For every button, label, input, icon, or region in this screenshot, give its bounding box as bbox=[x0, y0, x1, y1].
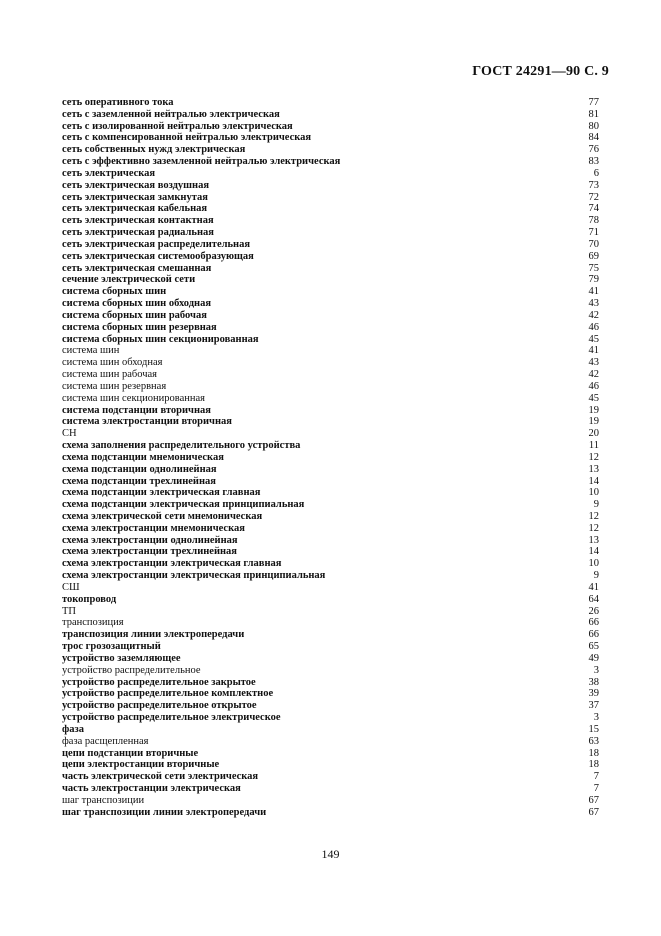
index-entry bbox=[62, 582, 599, 594]
index-page-ref: 10 bbox=[588, 487, 599, 499]
index-page-ref: 78 bbox=[588, 215, 599, 227]
index-page-ref: 84 bbox=[588, 132, 599, 144]
index-entry bbox=[62, 381, 599, 393]
index-entry bbox=[62, 215, 599, 227]
index-page-ref: 67 bbox=[588, 806, 599, 818]
index-term: схема электростанции трехлинейная bbox=[62, 546, 237, 558]
index-entry bbox=[62, 677, 599, 689]
index-entry bbox=[62, 487, 599, 499]
index-entry bbox=[62, 807, 599, 819]
index-term: схема заполнения распределительного устройства bbox=[62, 440, 301, 452]
index-term: система шин секционированная bbox=[62, 392, 205, 404]
index-entry bbox=[62, 192, 599, 204]
index-entry bbox=[62, 617, 599, 629]
index-entry bbox=[62, 121, 599, 133]
index-page-ref: 66 bbox=[588, 617, 599, 629]
index-entry bbox=[62, 428, 599, 440]
index-page-ref: 83 bbox=[588, 156, 599, 168]
index-term: схема электростанции электрическая принципиальная bbox=[62, 570, 326, 582]
index-entry bbox=[62, 286, 599, 298]
index-entry bbox=[62, 345, 599, 357]
index-page-ref: 12 bbox=[588, 510, 599, 522]
index-term: схема электрической сети мнемоническая bbox=[62, 510, 263, 522]
index-term: часть электростанции электрическая bbox=[62, 783, 241, 795]
index-entry bbox=[62, 795, 599, 807]
index-term: сеть электрическая системообразующая bbox=[62, 250, 254, 262]
index-term: токопровод bbox=[62, 593, 117, 605]
index-term: сеть электрическая замкнутая bbox=[62, 191, 208, 203]
index-entry bbox=[62, 357, 599, 369]
index-page-ref: 70 bbox=[588, 238, 599, 250]
term-index-list bbox=[62, 97, 599, 819]
index-term: схема электростанции электрическая главная bbox=[62, 558, 282, 570]
index-entry bbox=[62, 476, 599, 488]
index-page-ref: 13 bbox=[588, 463, 599, 475]
index-page-ref: 64 bbox=[588, 593, 599, 605]
index-term: шаг транспозиции bbox=[62, 794, 145, 806]
index-entry bbox=[62, 464, 599, 476]
index-page-ref: 74 bbox=[588, 203, 599, 215]
index-page-ref: 9 bbox=[593, 499, 599, 511]
index-entry bbox=[62, 629, 599, 641]
index-term: система шин обходная bbox=[62, 357, 163, 369]
index-page-ref: 43 bbox=[588, 298, 599, 310]
index-entry bbox=[62, 523, 599, 535]
index-entry bbox=[62, 688, 599, 700]
index-term: система подстанции вторичная bbox=[62, 404, 211, 416]
index-term: система сборных шин обходная bbox=[62, 298, 212, 310]
index-term: схема подстанции мнемоническая bbox=[62, 451, 224, 463]
index-page-ref: 19 bbox=[588, 404, 599, 416]
index-term: сеть электрическая радиальная bbox=[62, 227, 214, 239]
index-page-ref: 10 bbox=[588, 558, 599, 570]
index-entry bbox=[62, 558, 599, 570]
index-term: устройство распределительное комплектное bbox=[62, 688, 274, 700]
index-page-ref: 46 bbox=[588, 321, 599, 333]
index-term: транспозиция bbox=[62, 617, 124, 629]
index-entry bbox=[62, 334, 599, 346]
index-entry bbox=[62, 274, 599, 286]
index-term: шаг транспозиции линии электропередачи bbox=[62, 806, 267, 818]
index-term: система шин bbox=[62, 345, 120, 357]
index-page-ref: 76 bbox=[588, 144, 599, 156]
index-term: система сборных шин резервная bbox=[62, 321, 217, 333]
index-page-ref: 12 bbox=[588, 451, 599, 463]
index-page-ref: 20 bbox=[588, 428, 599, 440]
index-page-ref: 79 bbox=[588, 274, 599, 286]
index-term: сечение электрической сети bbox=[62, 274, 196, 286]
index-page-ref: 11 bbox=[588, 440, 599, 452]
index-entry bbox=[62, 440, 599, 452]
index-entry bbox=[62, 310, 599, 322]
index-page-ref: 45 bbox=[588, 333, 599, 345]
page-number: 149 bbox=[321, 847, 340, 861]
index-entry bbox=[62, 594, 599, 606]
index-term: устройство распределительное электрическое bbox=[62, 712, 281, 724]
index-entry bbox=[62, 168, 599, 180]
index-term: сеть электрическая распределительная bbox=[62, 238, 251, 250]
index-term: сеть с заземленной нейтралью электрическая bbox=[62, 108, 280, 120]
index-term: устройство распределительное открытое bbox=[62, 700, 257, 712]
index-page-ref: 42 bbox=[588, 369, 599, 381]
index-entry bbox=[62, 144, 599, 156]
index-page-ref: 9 bbox=[593, 570, 599, 582]
index-term: сеть оперативного тока bbox=[62, 97, 174, 108]
index-term: система шин резервная bbox=[62, 380, 167, 392]
index-entry bbox=[62, 511, 599, 523]
index-entry bbox=[62, 227, 599, 239]
index-entry bbox=[62, 736, 599, 748]
index-entry bbox=[62, 180, 599, 192]
index-term: цепи подстанции вторичные bbox=[62, 747, 199, 759]
index-page-ref: 77 bbox=[588, 97, 599, 108]
index-term: СШ bbox=[62, 581, 80, 593]
index-term: фаза bbox=[62, 723, 84, 735]
index-term: сеть с компенсированной нейтралью электрическая bbox=[62, 132, 312, 144]
index-page-ref: 38 bbox=[588, 676, 599, 688]
index-term: система электростанции вторичная bbox=[62, 416, 232, 428]
index-entry bbox=[62, 499, 599, 511]
index-term: трос грозозащитный bbox=[62, 641, 161, 653]
index-entry bbox=[62, 712, 599, 724]
index-page-ref: 12 bbox=[588, 522, 599, 534]
index-page-ref: 73 bbox=[588, 179, 599, 191]
index-entry bbox=[62, 239, 599, 251]
index-page-ref: 18 bbox=[588, 747, 599, 759]
index-term: схема подстанции трехлинейная bbox=[62, 475, 216, 487]
index-term: ТП bbox=[62, 605, 76, 617]
index-entry bbox=[62, 263, 599, 275]
index-entry bbox=[62, 322, 599, 334]
index-entry bbox=[62, 156, 599, 168]
index-page-ref: 67 bbox=[588, 794, 599, 806]
index-page-ref: 26 bbox=[588, 605, 599, 617]
index-page-ref: 66 bbox=[588, 629, 599, 641]
index-entry bbox=[62, 393, 599, 405]
index-term: цепи электростанции вторичные bbox=[62, 759, 220, 771]
index-term: система сборных шин секционированная bbox=[62, 333, 259, 345]
index-term: схема электростанции мнемоническая bbox=[62, 522, 245, 534]
index-page-ref: 42 bbox=[588, 309, 599, 321]
index-entry bbox=[62, 570, 599, 582]
index-page-ref: 37 bbox=[588, 700, 599, 712]
index-page-ref: 80 bbox=[588, 120, 599, 132]
index-term: сеть электрическая смешанная bbox=[62, 262, 212, 274]
index-term: транспозиция линии электропередачи bbox=[62, 629, 245, 641]
index-page-ref: 72 bbox=[588, 191, 599, 203]
index-page-ref: 46 bbox=[588, 380, 599, 392]
index-entry bbox=[62, 653, 599, 665]
index-page-ref: 65 bbox=[588, 641, 599, 653]
index-page-ref: 14 bbox=[588, 546, 599, 558]
index-term: схема подстанции электрическая принципиальная bbox=[62, 499, 305, 511]
index-page-ref: 7 bbox=[593, 783, 599, 795]
index-entry bbox=[62, 771, 599, 783]
index-page-ref: 41 bbox=[588, 581, 599, 593]
index-entry bbox=[62, 132, 599, 144]
index-entry bbox=[62, 641, 599, 653]
index-entry bbox=[62, 606, 599, 618]
index-page-ref: 39 bbox=[588, 688, 599, 700]
index-page-ref: 19 bbox=[588, 416, 599, 428]
index-entry bbox=[62, 665, 599, 677]
index-page-ref: 75 bbox=[588, 262, 599, 274]
index-term: устройство заземляющее bbox=[62, 652, 181, 664]
index-term: схема подстанции однолинейная bbox=[62, 463, 217, 475]
index-term: часть электрической сети электрическая bbox=[62, 771, 259, 783]
index-entry bbox=[62, 251, 599, 263]
index-entry bbox=[62, 405, 599, 417]
index-page-ref: 41 bbox=[588, 345, 599, 357]
index-term: сеть электрическая bbox=[62, 167, 156, 179]
index-entry bbox=[62, 452, 599, 464]
index-term: устройство распределительное закрытое bbox=[62, 676, 256, 688]
index-entry bbox=[62, 298, 599, 310]
index-entry bbox=[62, 535, 599, 547]
index-term: схема подстанции электрическая главная bbox=[62, 487, 261, 499]
index-term: система сборных шин bbox=[62, 286, 167, 298]
index-page-ref: 63 bbox=[588, 735, 599, 747]
index-term: сеть электрическая контактная bbox=[62, 215, 214, 227]
index-page-ref: 45 bbox=[588, 392, 599, 404]
index-entry bbox=[62, 416, 599, 428]
index-term: сеть электрическая воздушная bbox=[62, 179, 210, 191]
index-page-ref: 14 bbox=[588, 475, 599, 487]
index-term: схема электростанции однолинейная bbox=[62, 534, 238, 546]
index-term: система шин рабочая bbox=[62, 369, 157, 381]
index-page-ref: 6 bbox=[593, 167, 599, 179]
index-entry bbox=[62, 724, 599, 736]
index-term: СН bbox=[62, 428, 77, 440]
index-page-ref: 3 bbox=[593, 664, 599, 676]
index-page-ref: 41 bbox=[588, 286, 599, 298]
document-header: ГОСТ 24291—90 С. 9 bbox=[472, 64, 609, 79]
index-entry bbox=[62, 546, 599, 558]
index-page-ref: 7 bbox=[593, 771, 599, 783]
index-page-ref: 15 bbox=[588, 723, 599, 735]
index-entry bbox=[62, 369, 599, 381]
index-term: фаза расщепленная bbox=[62, 735, 149, 747]
index-page-ref: 71 bbox=[588, 227, 599, 239]
index-term: сеть электрическая кабельная bbox=[62, 203, 208, 215]
index-term: система сборных шин рабочая bbox=[62, 309, 207, 321]
index-entry bbox=[62, 109, 599, 121]
index-entry bbox=[62, 700, 599, 712]
index-page-ref: 13 bbox=[588, 534, 599, 546]
index-page-ref: 49 bbox=[588, 652, 599, 664]
index-page-ref: 18 bbox=[588, 759, 599, 771]
index-term: сеть с изолированной нейтралью электрическая bbox=[62, 120, 293, 132]
index-page-ref: 81 bbox=[588, 108, 599, 120]
index-term: устройство распределительное bbox=[62, 664, 201, 676]
index-term: сеть собственных нужд электрическая bbox=[62, 144, 246, 156]
index-entry bbox=[62, 203, 599, 215]
index-entry bbox=[62, 97, 599, 109]
index-entry bbox=[62, 783, 599, 795]
index-entry bbox=[62, 748, 599, 760]
index-term: сеть с эффективно заземленной нейтралью электрическая bbox=[62, 156, 341, 168]
index-page-ref: 43 bbox=[588, 357, 599, 369]
index-page-ref: 3 bbox=[593, 712, 599, 724]
index-entry bbox=[62, 759, 599, 771]
index-page-ref: 69 bbox=[588, 250, 599, 262]
